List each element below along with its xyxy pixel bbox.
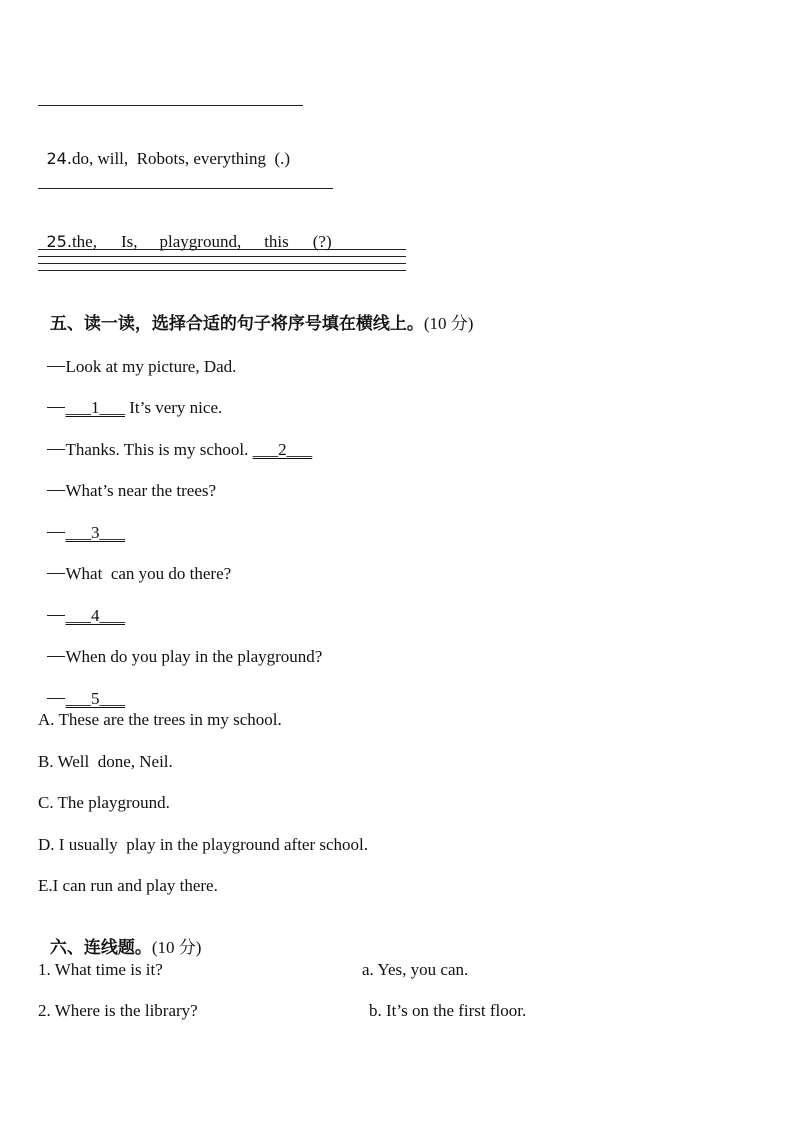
- answer-line-25b[interactable]: [38, 256, 406, 257]
- dialogue-text: When do you play in the playground?: [65, 647, 323, 666]
- section-5-heading: [38, 294, 473, 334]
- section-5-score: (10 分): [423, 314, 474, 333]
- option-b: B. Well done, Neil.: [38, 752, 173, 771]
- dialogue-dash: [47, 573, 65, 574]
- dialogue-dash: [47, 449, 65, 450]
- dialogue-text: It’s very nice.: [125, 398, 223, 417]
- question-24-number: 24.: [46, 149, 72, 168]
- dialogue-dash: [47, 366, 65, 367]
- dialogue-text: Thanks. This is my school.: [65, 440, 253, 459]
- answer-line-23[interactable]: [38, 105, 303, 106]
- match-left-2[interactable]: 2. Where is the library?: [38, 1001, 198, 1020]
- dialogue-line-2: [38, 378, 222, 418]
- option-d: D. I usually play in the playground after school.: [38, 835, 369, 854]
- dialogue-line-1: [38, 337, 236, 377]
- dialogue-text: What can you do there?: [65, 564, 232, 583]
- dialogue-line-5: [38, 503, 125, 543]
- answer-line-25a[interactable]: [38, 249, 406, 250]
- option-c: C. The playground.: [38, 793, 170, 812]
- question-24-words: do, will, Robots, everything (.): [71, 149, 291, 168]
- dialogue-dash: [47, 407, 65, 408]
- blank-5[interactable]: ___5___: [65, 689, 125, 708]
- dialogue-text: Look at my picture, Dad.: [65, 357, 237, 376]
- blank-3[interactable]: ___3___: [65, 523, 125, 542]
- dialogue-line-6: [38, 544, 231, 584]
- answer-line-25c[interactable]: [38, 263, 406, 264]
- question-25: [38, 212, 332, 252]
- dialogue-text: What’s near the trees?: [65, 481, 217, 500]
- match-right-a[interactable]: a. Yes, you can.: [362, 960, 469, 979]
- match-right-b[interactable]: b. It’s on the first floor.: [369, 1001, 527, 1020]
- question-25-word-4: this: [264, 232, 289, 251]
- section-6-title: 六、连线题。: [49, 938, 152, 958]
- question-25-number: 25.: [46, 232, 72, 251]
- dialogue-line-8: [38, 627, 322, 667]
- dialogue-line-7: [38, 586, 125, 626]
- dialogue-line-4: [38, 461, 216, 501]
- section-5-title: 五、读一读，选择合适的句子将序号填在横线上。: [49, 314, 424, 334]
- dialogue-dash: [47, 532, 65, 533]
- question-25-word-1: the,: [71, 232, 97, 251]
- dialogue-line-3: [38, 420, 312, 460]
- dialogue-dash: [47, 490, 65, 491]
- dialogue-dash: [47, 698, 65, 699]
- answer-line-25d[interactable]: [38, 270, 406, 271]
- question-25-word-3: playground,: [159, 232, 242, 251]
- dialogue-dash: [47, 656, 65, 657]
- option-a: A. These are the trees in my school.: [38, 710, 282, 729]
- blank-2[interactable]: ___2___: [252, 440, 313, 459]
- question-24: [38, 129, 290, 169]
- dialogue-dash: [47, 615, 65, 616]
- match-left-1[interactable]: 1. What time is it?: [38, 960, 163, 979]
- dialogue-line-9: [38, 669, 125, 709]
- blank-1[interactable]: ___1___: [65, 398, 125, 417]
- blank-4[interactable]: ___4___: [65, 606, 125, 625]
- option-e: E.I can run and play there.: [38, 876, 218, 895]
- question-25-word-2: Is,: [120, 232, 138, 251]
- answer-line-24[interactable]: [38, 188, 333, 189]
- question-25-word-5: (?): [312, 232, 332, 251]
- section-6-score: (10 分): [151, 938, 202, 957]
- section-6-heading: [38, 918, 201, 958]
